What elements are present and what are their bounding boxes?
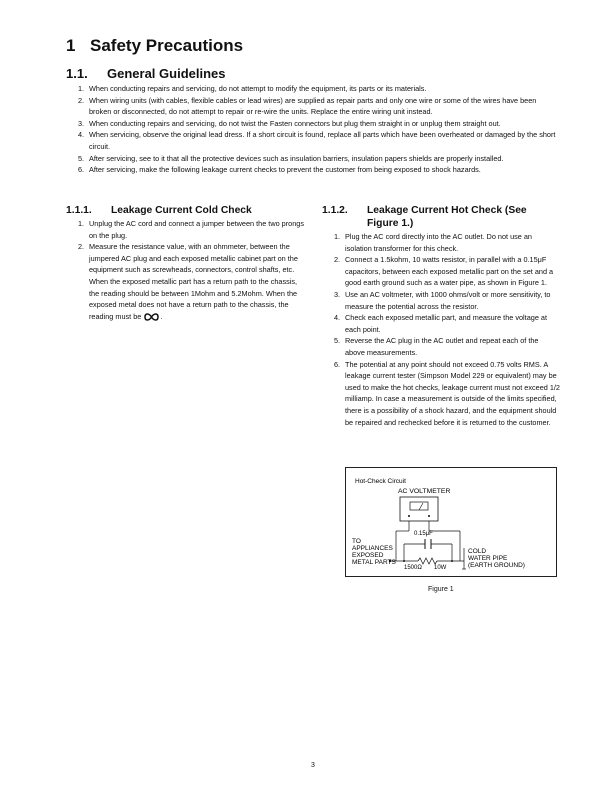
item-text: When conducting repairs and servicing, do not attempt to modify the equipment, its parts or its materials. [89, 84, 427, 93]
meter-needle [419, 503, 423, 510]
hot-check-circuit-figure [345, 467, 557, 577]
cold-check-list [78, 218, 306, 322]
figure-title: Hot-Check Circuit [355, 478, 406, 485]
item-number: 2. [334, 255, 341, 265]
cold-check-heading [66, 204, 252, 217]
subsection-title-text: General Guidelines [107, 66, 226, 81]
item-number: 3. [78, 118, 85, 128]
item-tail: . [160, 311, 163, 321]
cold-check-number: 1.1.1. [66, 205, 92, 216]
item-text: Use an AC voltmeter, with 1000 ohms/volt or more sensitivity, to measure the potential across the resistor. [345, 289, 551, 311]
item-text: After servicing, see to it that all the protective devices such as insulation barriers, insulation papers shields are properly installed. [89, 153, 504, 163]
item-number: 2. [78, 242, 85, 252]
right-label-line: (EARTH GROUND) [468, 562, 525, 569]
item-number: 1. [78, 84, 85, 93]
meter-terminal [428, 515, 430, 517]
guideline-item [78, 118, 556, 130]
infinity-icon [143, 311, 163, 322]
left-label-line: TO [352, 538, 361, 545]
page-number: 3 [311, 762, 315, 769]
item-number: 1. [334, 232, 341, 241]
section-title [66, 36, 243, 56]
hot-check-title-line2: Figure 1.) [367, 218, 414, 229]
voltmeter-icon [400, 497, 438, 521]
item-text: Unplug the AC cord and connect a jumper between the two prongs on the plug. [89, 219, 304, 240]
item-text: Connect a 1.5kohm, 10 watts resistor, in parallel with a 0.15μF capacitors, between each exposed metallic part on the set and a good earth ground such as a water pipe, as shown in Figure 1. [345, 255, 554, 288]
hot-check-title: Leakage Current Hot Check (See [367, 205, 527, 216]
resistor-label: 1500Ω [404, 565, 422, 571]
item-text: Plug the AC cord directly into the AC outlet. Do not use an isolation transformer for this check. [345, 232, 532, 253]
left-label-line: EXPOSED [352, 552, 384, 559]
hot-check-item [334, 335, 560, 358]
item-number: 4. [334, 313, 341, 323]
item-text: After servicing, make the following leakage current checks to prevent the customer from being exposed to shock hazards. [89, 165, 481, 175]
meter-label: AC VOLTMETER [398, 488, 451, 495]
left-label-line: APPLIANCES [352, 545, 393, 552]
item-text: When wiring units (with cables, flexible cables or lead wires) are supplied as repair parts and only one wire or some of the wires have been broken or disconnected, do not attempt to repair or re-wire the units. Replace the entire wiring unit instead. [89, 95, 537, 117]
item-text: The potential at any point should not exceed 0.75 volts RMS. A leakage current tester (Simpson Model 229 or equivalent) may be used to make the hot checks, leakage current must not exceed 1/2 milliamp. In case a measurement is outside of the limits specified, there is a possibility of a shock hazard, and the equipment should be repaired and rechecked before it is returned to the customer. [345, 359, 560, 427]
item-text: Reverse the AC plug in the AC outlet and repeat each of the above measurements. [345, 336, 539, 357]
item-text: When conducting repairs and servicing, do not twist the Fasten connectors but plug them straight in or unplug them straight out. [89, 118, 501, 128]
item-number: 1. [78, 219, 85, 228]
right-label-line: COLD [468, 548, 487, 555]
subsection-title [66, 66, 226, 81]
section-number: 1 [66, 36, 76, 55]
circuit-diagram [346, 468, 556, 576]
hot-check-item [334, 359, 560, 429]
cold-check-title: Leakage Current Cold Check [111, 205, 252, 216]
hot-check-heading [322, 204, 562, 230]
section-title-text: Safety Precautions [90, 36, 244, 55]
guideline-item [78, 129, 556, 152]
meter-terminal [408, 515, 410, 517]
item-text: When servicing, observe the original lead dress. If a short circuit is found, replace all parts which have been overheated or damaged by the short circuit. [89, 130, 556, 151]
item-number: 5. [78, 153, 85, 163]
hot-check-item [334, 254, 560, 289]
guideline-item [78, 153, 556, 165]
junction [403, 560, 405, 562]
item-number: 5. [334, 336, 341, 346]
hot-check-number: 1.1.2. [322, 205, 348, 216]
cold-check-item [78, 241, 306, 322]
cold-check-item [78, 218, 306, 241]
wattage-label: 10W [434, 565, 447, 571]
item-number: 6. [78, 165, 85, 175]
figure-caption: Figure 1 [428, 586, 454, 593]
subsection-number: 1.1. [66, 66, 88, 81]
capacitor-label: 0.15μF [414, 531, 433, 537]
hot-check-item [334, 312, 560, 335]
left-label-line: METAL PARTS [352, 559, 396, 566]
item-number: 6. [334, 359, 341, 369]
item-text: Check each exposed metallic part, and measure the voltage at each point. [345, 313, 547, 334]
guideline-item [78, 83, 556, 95]
guideline-item [78, 164, 556, 176]
hot-check-item [334, 231, 560, 254]
hot-check-list [334, 231, 560, 428]
guideline-item [78, 95, 556, 118]
item-text: Measure the resistance value, with an ohmmeter, between the jumpered AC plug and each exposed metallic cabinet part on the equipment such as screwheads, connectors, control shafts, etc. When the exposed metallic part has a return path to the chassis, the reading should be between 1Mohm and 5.2Mohm. When the exposed metal does not have a return path to the chassis, the reading must be [89, 242, 298, 321]
right-label-line: WATER PIPE [468, 555, 508, 562]
hot-check-item [334, 289, 560, 312]
item-number: 2. [78, 95, 85, 105]
meter-dial [410, 502, 428, 510]
item-number: 3. [334, 289, 341, 299]
guidelines-list [78, 83, 556, 176]
resistor-icon [418, 558, 437, 564]
junction [451, 560, 453, 562]
item-number: 4. [78, 130, 85, 140]
